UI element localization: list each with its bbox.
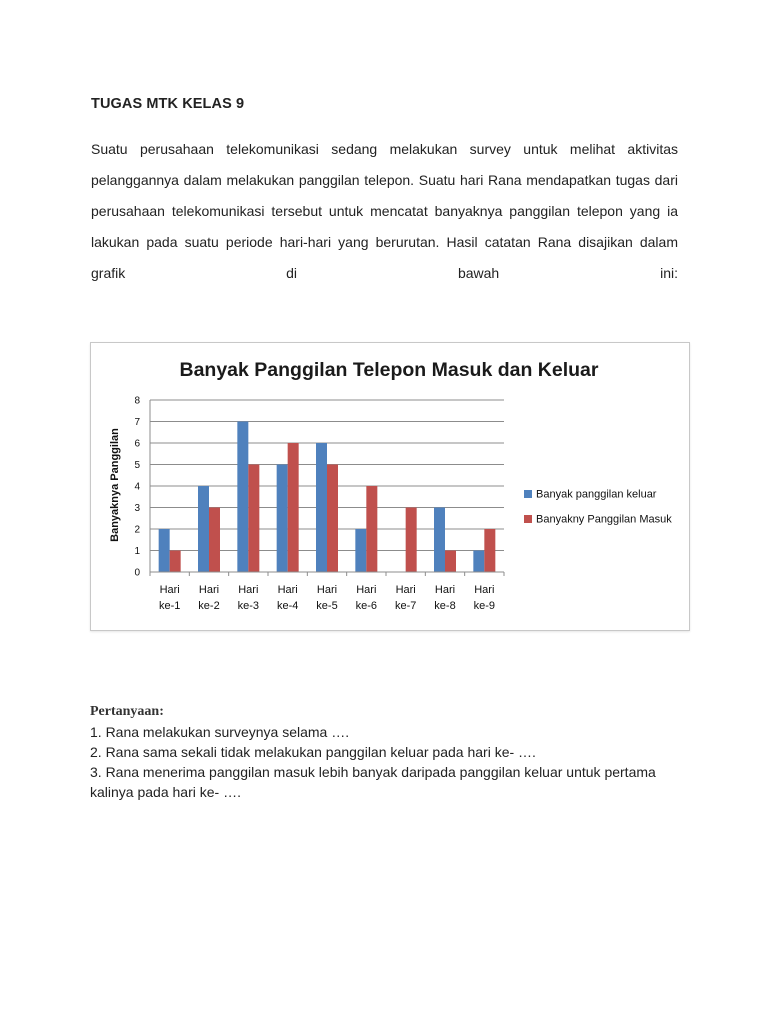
question-item: 3. Rana menerima panggilan masuk lebih banyak daripada panggilan keluar untuk pertama kalinya pada hari ke- ….	[90, 764, 656, 800]
questions-heading: Pertanyaan:	[90, 704, 164, 719]
legend-label: Banyakny Panggilan Masuk	[536, 513, 672, 526]
bar-keluar	[316, 443, 327, 572]
bar-keluar	[237, 422, 248, 573]
bar-masuk	[288, 443, 299, 572]
bar-keluar	[473, 551, 484, 573]
x-tick-label: Hari	[198, 584, 220, 596]
x-tick-label: Hari	[395, 584, 416, 596]
question-item: 2. Rana sama sekali tidak melakukan panggilan keluar pada hari ke- ….	[90, 744, 536, 760]
x-tick-label: ke-1	[158, 600, 181, 612]
bar-masuk	[406, 508, 417, 573]
x-tick-label: ke-4	[276, 600, 299, 612]
document-title: TUGAS MTK KELAS 9	[91, 96, 245, 112]
chart-title: Banyak Panggilan Telepon Masuk dan Keluar	[179, 359, 599, 381]
y-tick-label: 4	[134, 481, 140, 493]
x-tick-label: Hari	[356, 584, 377, 596]
x-tick-label: ke-9	[473, 600, 496, 612]
bar-keluar	[277, 465, 288, 573]
x-tick-label: ke-2	[198, 600, 220, 612]
legend-swatch	[524, 490, 532, 498]
y-tick-label: 2	[134, 524, 140, 536]
y-tick-label: 1	[134, 546, 140, 557]
legend-swatch	[524, 515, 532, 523]
y-tick-label: 7	[134, 417, 140, 428]
bar-keluar	[355, 529, 366, 572]
y-tick-label: 8	[134, 395, 140, 407]
bars	[159, 422, 496, 573]
x-tick-label: Hari	[474, 584, 495, 596]
intro-paragraph: Suatu perusahaan telekomunikasi sedang melakukan survey untuk melihat aktivitas pelanggannya dalam melakukan panggilan telepon. Suatu hari Rana mendapatkan tugas dari perusahaan telekomunikasi tersebut untuk mencatat banyaknya panggilan telepon yang ia lakukan pada suatu periode hari-hari yang berurutan. Hasil catatan Rana disajikan dalam grafik di bawah ini:	[91, 141, 678, 281]
bar-masuk	[327, 465, 338, 573]
bar-masuk	[170, 551, 181, 573]
bar-chart	[91, 343, 689, 630]
y-tick-label: 5	[134, 460, 140, 471]
y-tick-label: 6	[134, 438, 140, 450]
x-tick-label: Hari	[434, 584, 456, 596]
legend	[524, 489, 672, 526]
y-tick-label: 3	[134, 503, 140, 514]
x-tick-label: ke-5	[316, 600, 338, 612]
x-tick-label: ke-7	[394, 600, 417, 612]
bar-masuk	[248, 465, 259, 573]
question-item: 1. Rana melakukan surveynya selama ….	[90, 724, 350, 740]
y-tick-label: 0	[134, 567, 140, 579]
x-tick-label: ke-3	[237, 600, 260, 612]
x-tick-label: Hari	[316, 584, 338, 596]
bar-masuk	[445, 551, 456, 573]
bar-keluar	[159, 529, 170, 572]
bar-keluar	[198, 486, 209, 572]
bar-masuk	[484, 529, 495, 572]
x-tick-label: ke-8	[434, 600, 456, 612]
x-tick-label: Hari	[238, 584, 259, 596]
legend-label: Banyak panggilan keluar	[536, 488, 657, 501]
y-axis-label: Banyaknya Panggilan	[109, 428, 121, 542]
bar-masuk	[209, 508, 220, 573]
bar-masuk	[366, 486, 377, 572]
x-tick-label: Hari	[277, 584, 298, 596]
x-tick-label: ke-6	[355, 600, 378, 612]
x-tick-label: Hari	[159, 584, 180, 596]
chart-container	[90, 342, 690, 631]
bar-keluar	[434, 508, 445, 573]
questions-section	[90, 702, 690, 802]
